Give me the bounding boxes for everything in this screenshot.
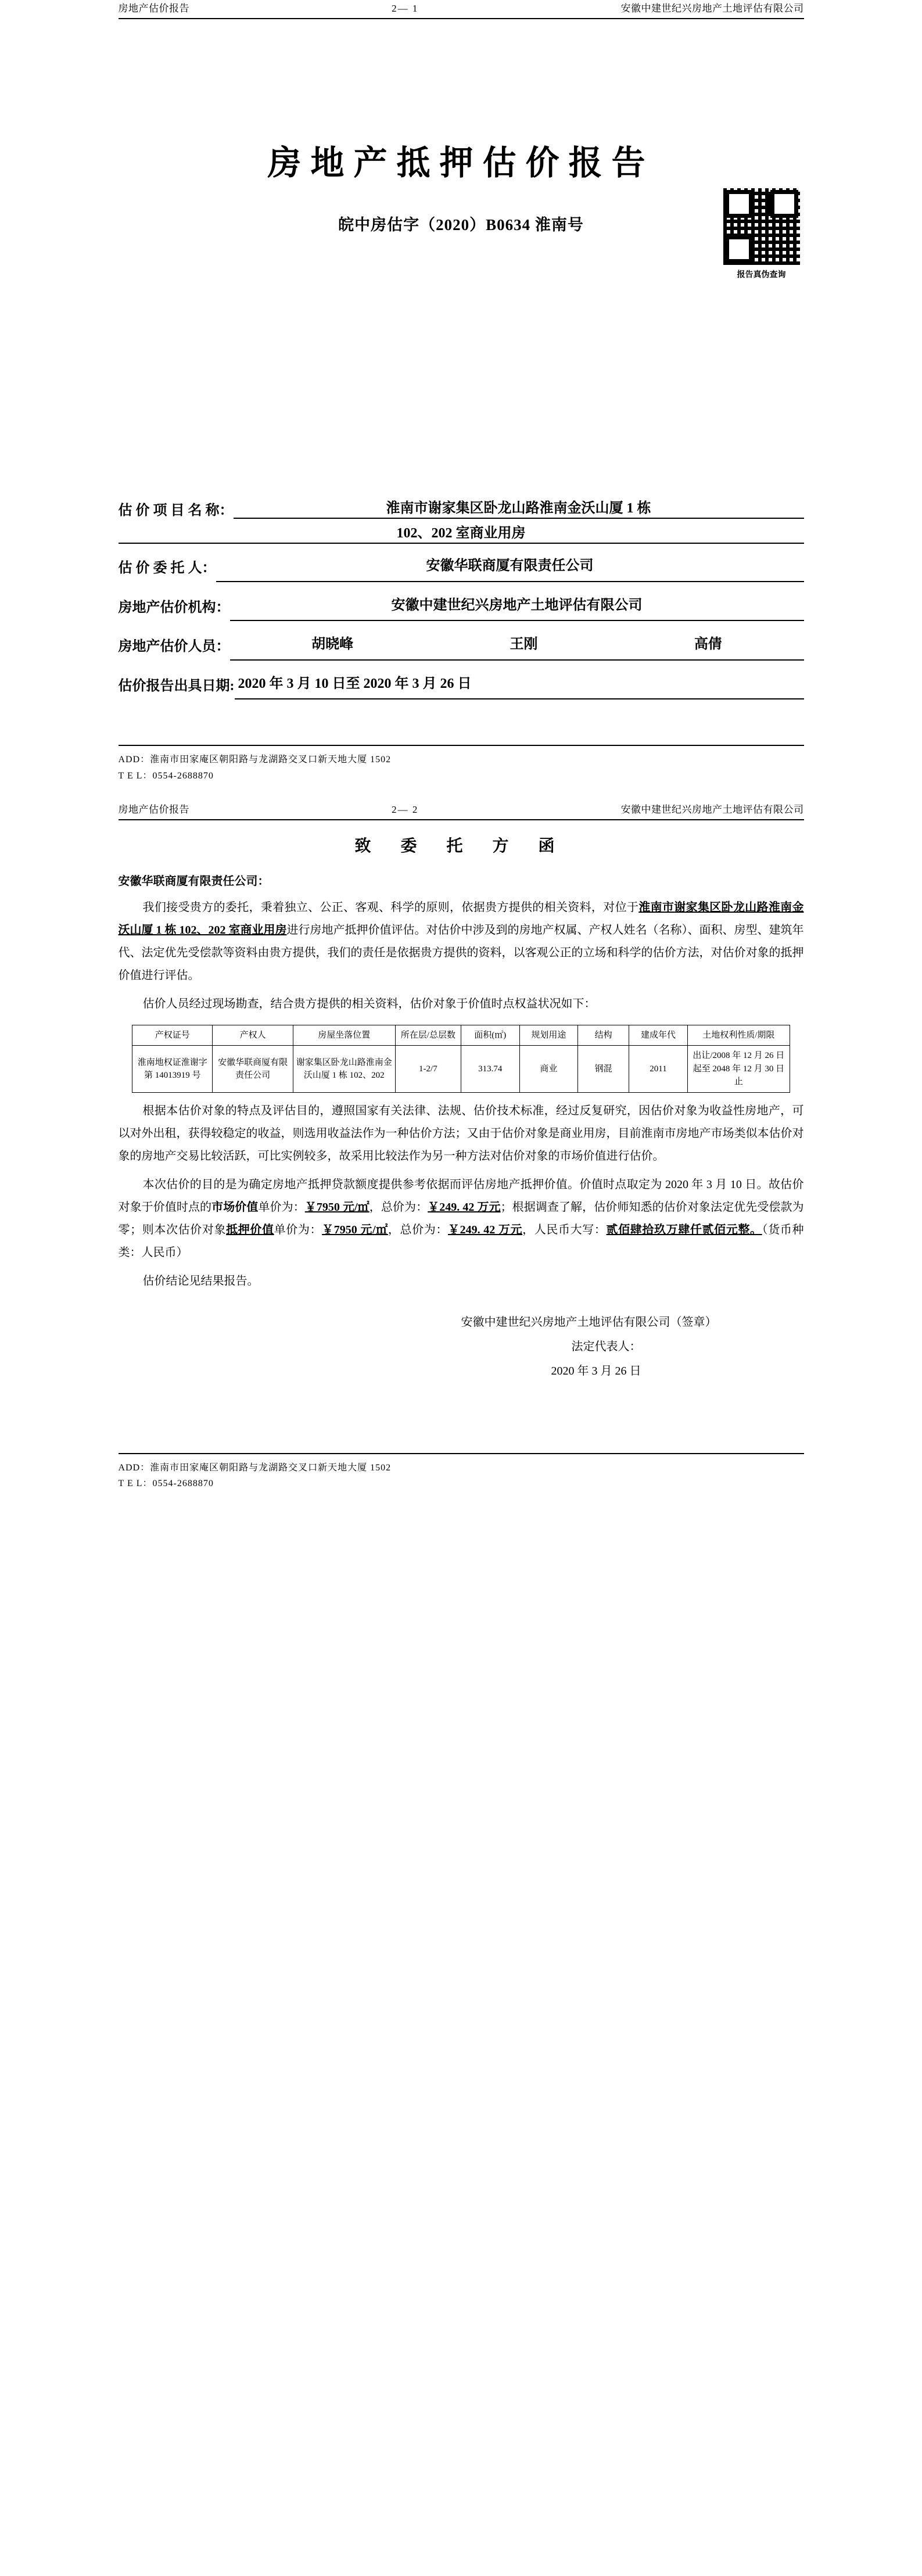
- signature-block: [119, 1310, 804, 1383]
- footer-address: ADD：淮南市田家庵区朝阳路与龙湖路交叉口新天地大厦 1502: [118, 755, 392, 765]
- mortgage-total-price: ￥249. 42 万元: [448, 1223, 523, 1236]
- signature-date: 2020 年 3 月 26 日: [551, 1364, 641, 1377]
- cell-area: 313.74: [461, 1046, 519, 1093]
- cover-section: [119, 135, 804, 784]
- letter-title: 致 委 托 方 函: [354, 837, 568, 855]
- th-area: 面积(㎡): [461, 1025, 519, 1046]
- signature-legal-representative: 法定代表人：: [571, 1340, 641, 1353]
- letter-paragraph-3: 根据本估价对象的特点及评估目的，遵照国家有关法律、法规、估价技术标准，经过反复研究，因估价对象为收益性房地产，可以对外出租，获得较稳定的收益，则选用收益法作为一种估价方法；又由于估价对象是商业用房，目前淮南市房地产市场类似本估价对象的房地产交易比较活跃，可比实例较多，故采用比较法作为另一种方法对估价对象的市场价值进行估价。: [118, 1104, 804, 1163]
- letter-paragraph-2: 估价人员经过现场勘查，结合贵方提供的相关资料，估价对象于价值时点权益状况如下：: [142, 997, 596, 1010]
- cover-fields: [119, 496, 804, 699]
- th-structure: 结构: [578, 1025, 629, 1046]
- para4-text-a: 本次估价的目的是为确定房地产抵押贷款额度提供参考依据而评估房地产抵押价值。价值时点取定为 2020 年 3 月 10 日。故估价对象于价值时点的: [118, 1178, 804, 1214]
- field-client: [119, 553, 804, 582]
- letter-paragraph-1: [119, 896, 804, 987]
- property-table: [132, 1025, 790, 1093]
- field-report-date-value: 2020 年 3 月 10 日至 2020 年 3 月 26 日: [235, 671, 804, 700]
- running-header-page-number: 2— 1: [392, 3, 419, 14]
- qr-verification-block[interactable]: [719, 186, 804, 280]
- field-report-date-label: 估价报告出具日期:: [118, 678, 235, 694]
- th-year: 建成年代: [629, 1025, 688, 1046]
- amount-in-words: 贰佰肆拾玖万肆仟贰佰元整。: [606, 1223, 762, 1236]
- th-floor: 所在层/总层数: [395, 1025, 461, 1046]
- field-agency-label: 房地产估价机构：: [118, 600, 230, 615]
- field-report-date: [119, 671, 804, 700]
- appraiser-name: 高倩: [694, 637, 722, 652]
- running-header-left: 房地产估价报告: [118, 803, 189, 815]
- qr-code-icon[interactable]: [722, 186, 802, 267]
- field-project-name: [119, 496, 804, 544]
- th-owner: 产权人: [213, 1025, 293, 1046]
- market-unit-price: ￥7950 元/㎡: [304, 1200, 369, 1214]
- para4-text-h: （货币种类：人民币）: [118, 1223, 804, 1259]
- para4-text-e: 单价为：: [274, 1223, 322, 1236]
- running-header-page2: [119, 801, 804, 820]
- para4-text-d: ；根据调查了解，估价师知悉的估价对象法定优先受偿款为零；则本次估价对象: [118, 1200, 804, 1236]
- th-use: 规划用途: [519, 1025, 578, 1046]
- field-client-label: 估 价 委 托 人：: [118, 561, 216, 576]
- th-land-right: 土地权利性质/期限: [687, 1025, 790, 1046]
- appraiser-name: 胡晓峰: [311, 637, 354, 652]
- footer-tel: T E L：0554-2688870: [118, 770, 214, 781]
- field-appraisers: [119, 632, 804, 661]
- cell-location: 谢家集区卧龙山路淮南金沃山厦 1 栋 102、202: [293, 1046, 395, 1093]
- cell-owner: 安徽华联商厦有限责任公司: [213, 1046, 293, 1093]
- letter-paragraph-4: [119, 1174, 804, 1264]
- report-number: 皖中房估字（2020）B0634 淮南号: [338, 216, 584, 234]
- letter-paragraph-5: 估价结论见结果报告。: [142, 1274, 259, 1287]
- running-footer-page2: [119, 1453, 804, 1491]
- market-total-price: ￥249. 42 万元: [428, 1200, 501, 1214]
- cell-structure: 钢混: [578, 1046, 629, 1093]
- table-header-row: [132, 1025, 790, 1046]
- para4-text-f: ，总价为：: [388, 1223, 448, 1236]
- page-title: 房地产抵押估价报告: [267, 144, 655, 182]
- signature-company: 安徽中建世纪兴房地产土地评估有限公司（签章）: [461, 1315, 717, 1329]
- field-client-value: 安徽华联商厦有限责任公司: [216, 553, 804, 582]
- letter-salutation: 安徽华联商厦有限责任公司：: [118, 874, 270, 888]
- mortgage-unit-price: ￥7950 元/㎡: [322, 1223, 388, 1236]
- cell-land-right: 出让/2008 年 12 月 26 日起至 2048 年 12 月 30 日止: [687, 1046, 790, 1093]
- para1-text-b: 进行房地产抵押价值评估。对估价中涉及到的房地产权属、产权人姓名（名称）、面积、房型、建筑年代、法定优先受偿款等资料由贵方提供，我们的责任是依据贵方提供的资料，以客观公正的立场和科学的估价方法，对估价对象的抵押价值进行评估。: [118, 923, 804, 982]
- th-location: 房屋坐落位置: [293, 1025, 395, 1046]
- field-project-name-value-line2: 102、202 室商业用房: [119, 521, 804, 544]
- field-agency-value: 安徽中建世纪兴房地产土地评估有限公司: [230, 593, 804, 622]
- para4-text-g: ，人民币大写：: [522, 1223, 607, 1236]
- qr-caption: 报告真伪查询: [737, 271, 786, 279]
- para1-subject-highlight: 淮南市谢家集区卧龙山路淮南金沃山厦 1 栋 102、202 室商业用房: [118, 900, 804, 937]
- th-cert-no: 产权证号: [132, 1025, 213, 1046]
- para4-text-b: 单价为：: [258, 1200, 305, 1214]
- cell-cert-no: 淮南地权证淮谢字第 14013919 号: [132, 1046, 213, 1093]
- appraiser-name: 王刚: [510, 637, 538, 652]
- para4-text-c: ，总价为：: [369, 1200, 428, 1214]
- table-row: [132, 1046, 790, 1093]
- cell-floor: 1-2/7: [395, 1046, 461, 1093]
- running-header-right: 安徽中建世纪兴房地产土地评估有限公司: [620, 3, 804, 14]
- running-header-page1: [119, 0, 804, 19]
- page-sheet: [119, 0, 804, 1491]
- mortgage-value-label: 抵押价值: [226, 1223, 274, 1236]
- field-project-name-value-line1: 淮南市谢家集区卧龙山路淮南金沃山厦 1 栋: [234, 496, 804, 519]
- footer-tel: T E L：0554-2688870: [118, 1478, 214, 1488]
- running-header-right: 安徽中建世纪兴房地产土地评估有限公司: [620, 803, 804, 815]
- field-appraisers-value: [230, 632, 804, 661]
- running-header-page-number: 2— 2: [392, 803, 419, 815]
- market-value-label: 市场价值: [211, 1200, 259, 1214]
- para1-text-a: 我们接受贵方的委托，秉着独立、公正、客观、科学的原则，依据贵方提供的相关资料，对位于: [142, 900, 639, 914]
- field-appraisers-label: 房地产估价人员：: [118, 639, 230, 655]
- field-agency: [119, 593, 804, 622]
- running-footer-page1: [119, 745, 804, 783]
- footer-address: ADD：淮南市田家庵区朝阳路与龙湖路交叉口新天地大厦 1502: [118, 1462, 392, 1473]
- running-header-left: 房地产估价报告: [118, 3, 189, 14]
- cell-year: 2011: [629, 1046, 688, 1093]
- field-project-name-label: 估 价 项 目 名 称：: [118, 503, 234, 518]
- cell-use: 商业: [519, 1046, 578, 1093]
- letter-page: [119, 801, 804, 1491]
